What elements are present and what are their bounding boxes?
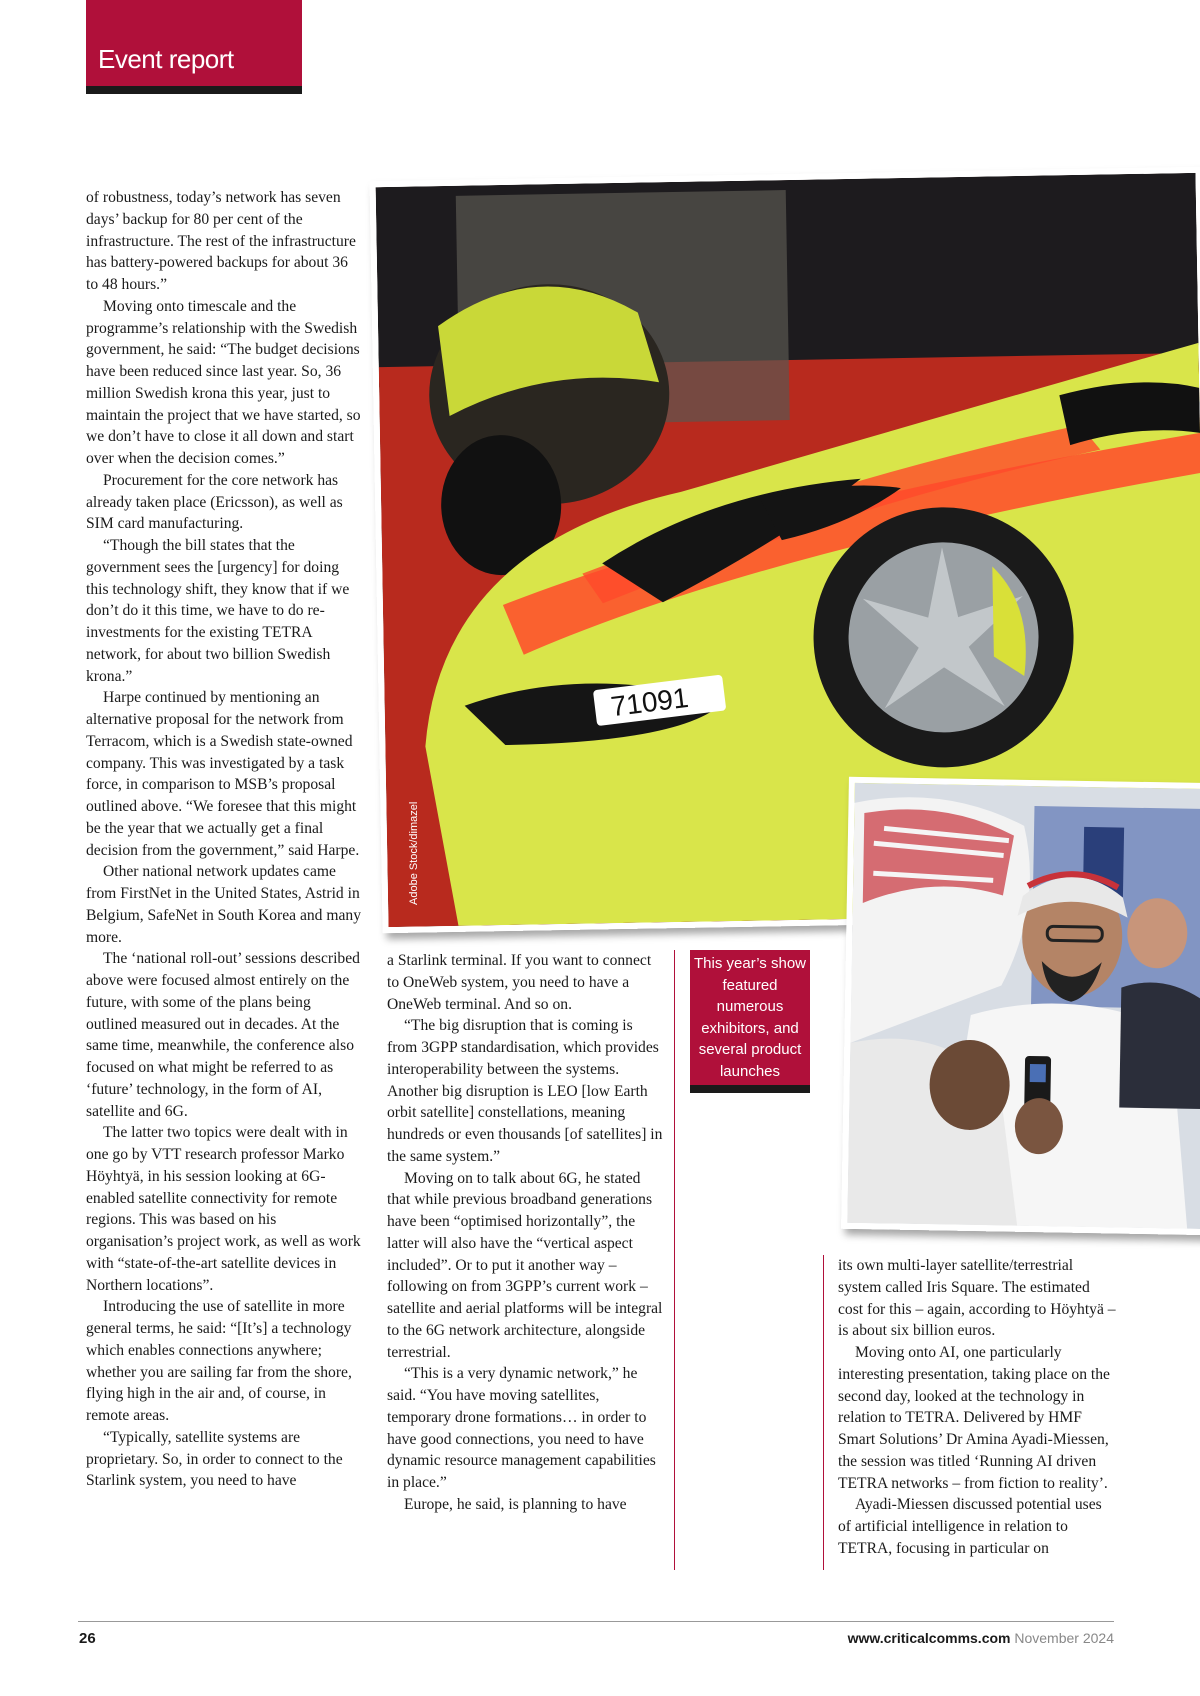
section-title: Event report bbox=[98, 44, 234, 74]
booth-photo bbox=[841, 777, 1200, 1235]
paragraph: Moving onto timescale and the programme’s relationship with the Swedish government, he said: “The budget decisions have been reduced since last year. So, 36 million Swedish krona this year, just to maintain the project that we have started, so we don’t have to close it all down and start over when the decision comes.” bbox=[86, 297, 361, 467]
paragraph: Moving onto AI, one particularly interesting presentation, taking place on the second day, looked at the technology in relation to TETRA. Delivered by HMF Smart Solutions’ Dr Amina Ayadi-Miessen, the session was titled ‘Running AI driven TETRA networks – from fiction to reality’. bbox=[838, 1344, 1110, 1492]
paragraph: Introducing the use of satellite in more general terms, he said: “[It’s] a technology which enables connections anywhere; whether you are sailing far from the shore, flying high in the air and, of course, in remote areas. bbox=[86, 1298, 352, 1424]
article-column-3 bbox=[838, 1255, 1118, 1560]
paragraph: a Starlink terminal. If you want to connect to OneWeb system, you need to have a OneWeb terminal. And so on. bbox=[387, 952, 652, 1013]
paragraph: “This is a very dynamic network,” he said. “You have moving satellites, temporary drone formations… in order to have good connections, you need to have dynamic resource management capabilities in place.” bbox=[387, 1365, 656, 1491]
paragraph: “The big disruption that is coming is from 3GPP standardisation, which provides interoperability between the systems. Another big disruption is LEO [low Earth orbit satellite] constellations, meaning hundreds or even thousands [of satellites] in the same system.” bbox=[387, 1017, 663, 1165]
paragraph: Harpe continued by mentioning an alternative proposal for the network from Terracom, which is a Swedish state-owned company. This was investigated by a task force, in comparison to MSB’s proposal outlined above. “We foresee that this might be the year that we actually get a final decision from the government,” said Harpe. bbox=[86, 689, 360, 859]
svg-text:71091: 71091 bbox=[609, 681, 691, 723]
article-column-2 bbox=[387, 950, 665, 1516]
paragraph: Moving on to talk about 6G, he stated that while previous broadband generations have been “optimised horizontally”, the latter will also have the “vertical aspect included”. Or to put it another way – following on from 3GPP’s current work – satellite and aerial platforms will be integral to the 6G network architecture, alongside terrestrial. bbox=[387, 1169, 663, 1361]
column-divider bbox=[674, 950, 675, 1570]
footer-date: November 2024 bbox=[1014, 1630, 1114, 1646]
paragraph: The ‘national roll-out’ sessions described above were focused almost entirely on the future, with some of the plans being outlined measured out in decades. At the same time, meanwhile, the conference also focused on what might be referred to as ‘future’ technology, in the form of AI, satellite and 6G. bbox=[86, 950, 360, 1120]
pull-quote: This year’s show featured numerous exhibitors, and several product launches bbox=[690, 950, 810, 1093]
paragraph: “Though the bill states that the government sees the [urgency] for doing this technology shift, they know that if we don’t do it this time, we have to do re-investments for the existing TETRA network, for about two billion Swedish krona.” bbox=[86, 537, 350, 685]
paragraph: Europe, he said, is planning to have bbox=[404, 1495, 627, 1513]
paragraph: Other national network updates came from FirstNet in the United States, Astrid in Belgium, SafeNet in South Korea and many more. bbox=[86, 863, 361, 946]
paragraph: “Typically, satellite systems are proprietary. So, in order to connect to the Starlink system, you need to have bbox=[86, 1428, 343, 1490]
paragraph: Ayadi-Miessen discussed potential uses of artificial intelligence in relation to TETRA, focusing in particular on bbox=[838, 1496, 1102, 1557]
page-number: 26 bbox=[79, 1630, 96, 1647]
article-column-1 bbox=[86, 187, 361, 1492]
paragraph: of robustness, today’s network has seven days’ backup for 80 per cent of the infrastructure. The rest of the infrastructure has battery-powered backups for about 36 to 48 hours.” bbox=[86, 189, 356, 293]
footer-info bbox=[848, 1630, 1114, 1646]
booth-illustration bbox=[847, 783, 1200, 1229]
image-credit: Adobe Stock/dimazel bbox=[408, 801, 420, 905]
column-divider bbox=[823, 1255, 824, 1570]
header-underline bbox=[86, 86, 302, 94]
paragraph: The latter two topics were dealt with in one go by VTT research professor Marko Höyhtyä, in his session looking at 6G-enabled satellite connectivity for remote regions. This was based on his organisation’s project work, as well as work with “state-of-the-art satellite devices in Northern locations”. bbox=[86, 1124, 361, 1294]
paragraph: its own multi-layer satellite/terrestrial system called Iris Square. The estimated cost for this – again, according to Höyhtyä – is about six billion euros. bbox=[838, 1257, 1116, 1340]
section-header bbox=[86, 0, 302, 86]
paragraph: Procurement for the core network has already taken place (Ericsson), as well as SIM card manufacturing. bbox=[86, 471, 343, 533]
footer-rule bbox=[78, 1621, 1114, 1622]
footer-url[interactable]: www.criticalcomms.com bbox=[847, 1630, 1011, 1646]
